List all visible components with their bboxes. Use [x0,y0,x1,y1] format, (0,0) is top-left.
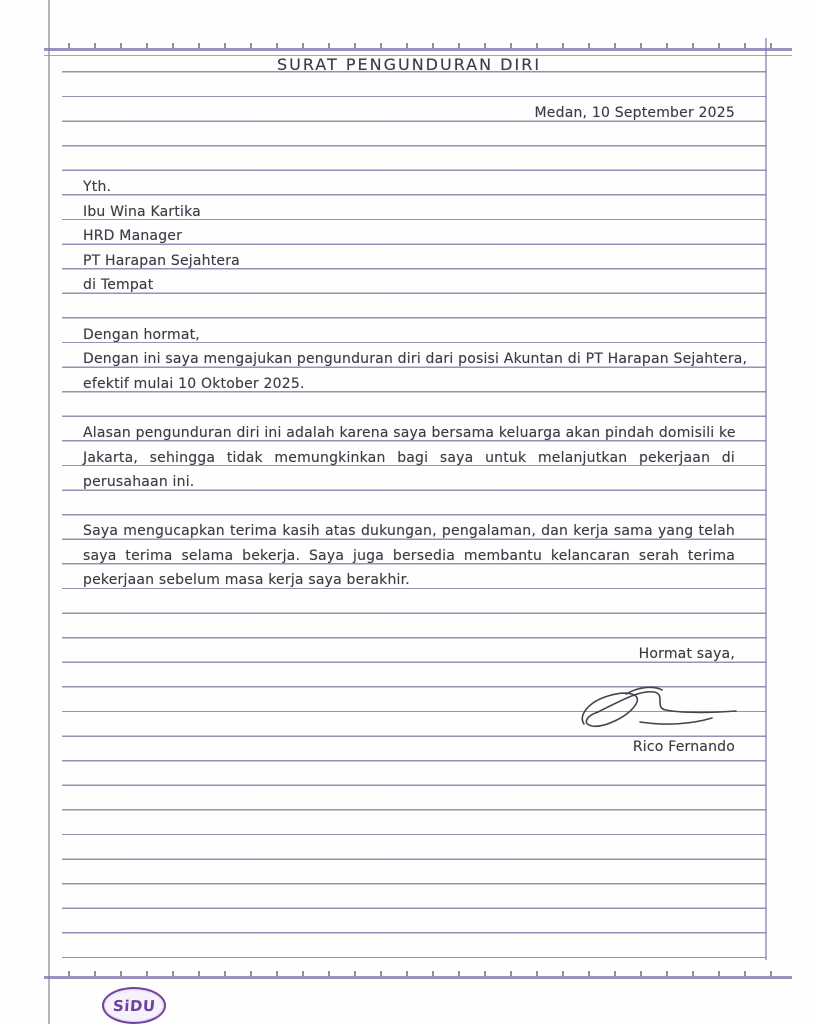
stitch-band [44,976,792,979]
paragraph2-line1: Alasan pengunduran diri ini adalah karena saya bersama keluarga akan pindah domisili ke [83,424,736,441]
closing-line: Hormat saya, [638,646,735,663]
blank-line [62,614,766,639]
blank-line [62,491,766,516]
paragraph2-line3: perusahaan ini. [83,474,195,491]
recipient-company: PT Harapan Sejahtera [83,252,240,269]
paper-left-edge-line [48,0,50,1024]
paragraph2-line2: Jakarta, sehingga tidak memungkinkan bagi saya untuk melanjutkan pekerjaan di [83,449,735,466]
blank-line [62,589,766,614]
blank-line [62,294,766,319]
paragraph3-line1: Saya mengucapkan terima kasih atas dukungan, pengalaman, dan kerja sama yang telah [83,523,735,540]
recipient-salutation: Yth. [83,178,112,195]
sidu-brand-text: SiDU [112,996,156,1015]
paragraph1-line2: efektif mulai 10 Oktober 2025. [83,375,305,392]
paragraph3-line2: saya terima selama bekerja. Saya juga bersedia membantu kelancaran serah terima [83,547,735,564]
paragraph1-line1: Dengan ini saya mengajukan pengunduran diri dari posisi Akuntan di PT Harapan Sejahtera, [83,351,748,368]
recipient-address: di Tempat [83,277,154,294]
recipient-position: HRD Manager [83,228,183,245]
place-date-line: Medan, 10 September 2025 [534,105,735,122]
blank-line [62,146,766,171]
blank-line [62,392,766,417]
blank-line [62,122,766,147]
signer-name: Rico Fernando [632,738,735,755]
letter-title: SURAT PENGUNDURAN DIRI [276,55,542,74]
greeting-line: Dengan hormat, [83,326,200,343]
paragraph3-line3: pekerjaan sebelum masa kerja saya berakhir. [83,572,410,589]
sidu-brand-logo [102,987,166,1024]
ruled-writing-area [62,48,766,959]
signature-image [570,680,750,738]
recipient-name: Ibu Wina Kartika [83,203,201,220]
stitch-line-bottom [44,971,792,979]
blank-line [62,73,766,98]
